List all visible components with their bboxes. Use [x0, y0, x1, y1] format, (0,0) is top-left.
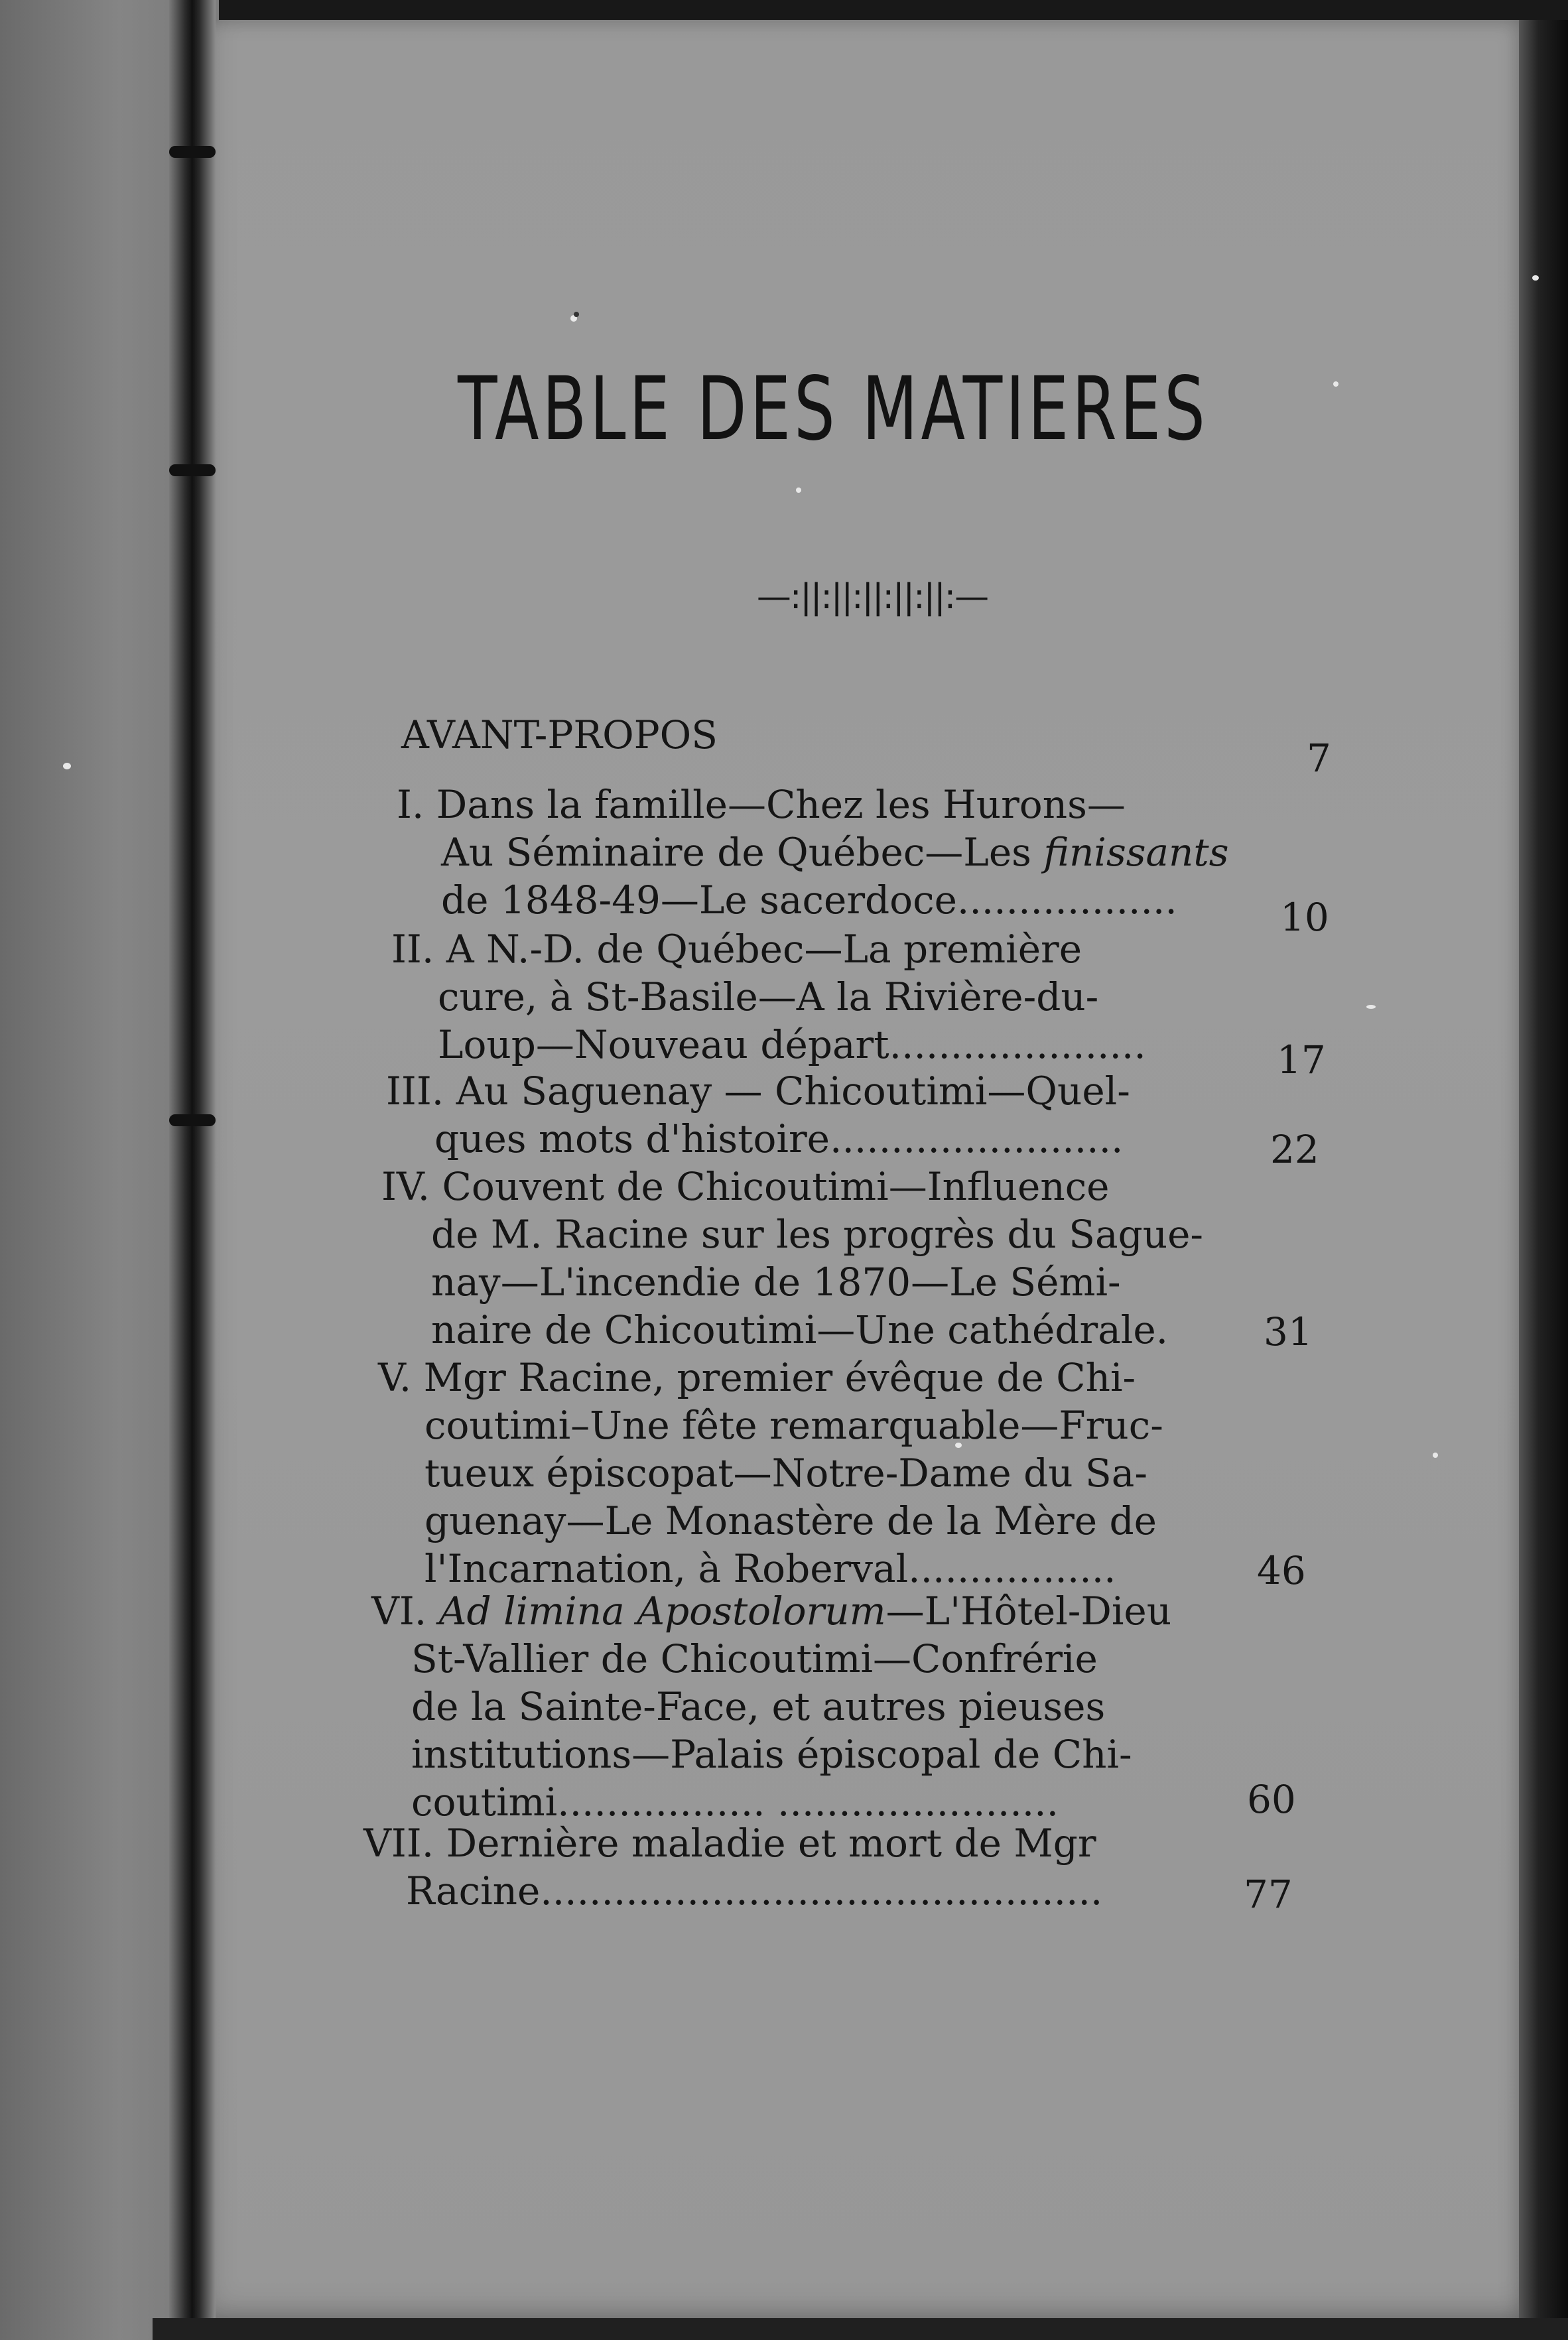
- toc-entry-iii-line: III. Au Saguenay — Chicoutimi—Quel-: [386, 1069, 1130, 1114]
- toc-page-number: 46: [1257, 1548, 1306, 1593]
- toc-entry-iii-line: ques mots d'histoire........................: [434, 1116, 1124, 1161]
- book-spine: [169, 0, 216, 2340]
- toc-entry-vi-line: St-Vallier de Chicoutimi—Confrérie: [411, 1636, 1098, 1681]
- toc-entry-v-line: coutimi–Une fête remarquable—Fruc-: [425, 1403, 1163, 1448]
- title-ornament: —:||:||:||:||:||:—: [756, 577, 988, 617]
- binding-stitch: [169, 1114, 216, 1126]
- toc-entry-v-line: tueux épiscopat—Notre-Dame du Sa-: [425, 1451, 1147, 1496]
- toc-entry-ii-line: cure, à St-Basile—A la Rivière-du-: [438, 974, 1099, 1019]
- paper-speck: [1366, 1005, 1376, 1009]
- paper-speck: [1532, 275, 1539, 281]
- binding-stitch: [169, 464, 216, 476]
- toc-page-number: 31: [1264, 1309, 1313, 1354]
- toc-page-number: 10: [1280, 895, 1329, 940]
- bottom-page-edge: [153, 2318, 1568, 2340]
- binding-stitch: [169, 146, 216, 158]
- toc-page-number: 22: [1270, 1127, 1319, 1172]
- toc-entry-iv-line: naire de Chicoutimi—Une cathédrale.: [431, 1307, 1169, 1352]
- toc-page-number: 60: [1247, 1777, 1296, 1822]
- toc-entry-vii-line: Racine..............................................: [406, 1868, 1103, 1914]
- toc-entry-iv-line: de M. Racine sur les progrès du Sague-: [431, 1212, 1204, 1257]
- toc-entry-v-line: l'Incarnation, à Roberval.................: [425, 1546, 1116, 1591]
- toc-entry-vi-line: de la Sainte-Face, et autres pieuses: [411, 1684, 1106, 1729]
- toc-entry-v-line: V. Mgr Racine, premier évêque de Chi-: [378, 1355, 1136, 1400]
- toc-entry-vi-line: institutions—Palais épiscopal de Chi-: [411, 1732, 1132, 1777]
- ink-speck: [574, 312, 579, 317]
- toc-entry-ii-line: Loup—Nouveau départ.....................: [438, 1022, 1146, 1067]
- toc-page-number: 17: [1277, 1037, 1326, 1082]
- paper-speck: [1433, 1453, 1438, 1458]
- toc-entry-i-line: Au Séminaire de Québec—Les finissants: [441, 830, 1229, 875]
- paper-speck: [1333, 381, 1339, 387]
- toc-page-number: 7: [1307, 736, 1331, 781]
- toc-entry-vi-line: VI. Ad limina Apostolorum—L'Hôtel-Dieu: [371, 1589, 1172, 1634]
- right-page-edge: [1519, 0, 1568, 2340]
- toc-page-number: 77: [1244, 1872, 1293, 1917]
- toc-entry-vii-line: VII. Dernière maladie et mort de Mgr: [363, 1821, 1096, 1866]
- top-page-edge: [219, 0, 1568, 20]
- toc-entry-vi-line: coutimi................. .......................: [411, 1780, 1059, 1825]
- toc-entry-i-line: I. Dans la famille—Chez les Hurons—: [397, 782, 1126, 827]
- toc-entry-ii-line: II. A N.-D. de Québec—La première: [391, 927, 1082, 972]
- paper-speck: [63, 763, 71, 769]
- toc-entry-avant-propos: AVANT-PROPOS: [401, 712, 718, 757]
- toc-entry-i-line: de 1848-49—Le sacerdoce..................: [441, 878, 1177, 923]
- toc-entry-iv-line: nay—L'incendie de 1870—Le Sémi-: [431, 1260, 1121, 1305]
- paper-speck: [796, 487, 801, 493]
- page-title: TABLE DES MATIERES: [458, 358, 1209, 460]
- toc-entry-iv-line: IV. Couvent de Chicoutimi—Influence: [381, 1164, 1110, 1209]
- toc-entry-v-line: guenay—Le Monastère de la Mère de: [425, 1498, 1157, 1543]
